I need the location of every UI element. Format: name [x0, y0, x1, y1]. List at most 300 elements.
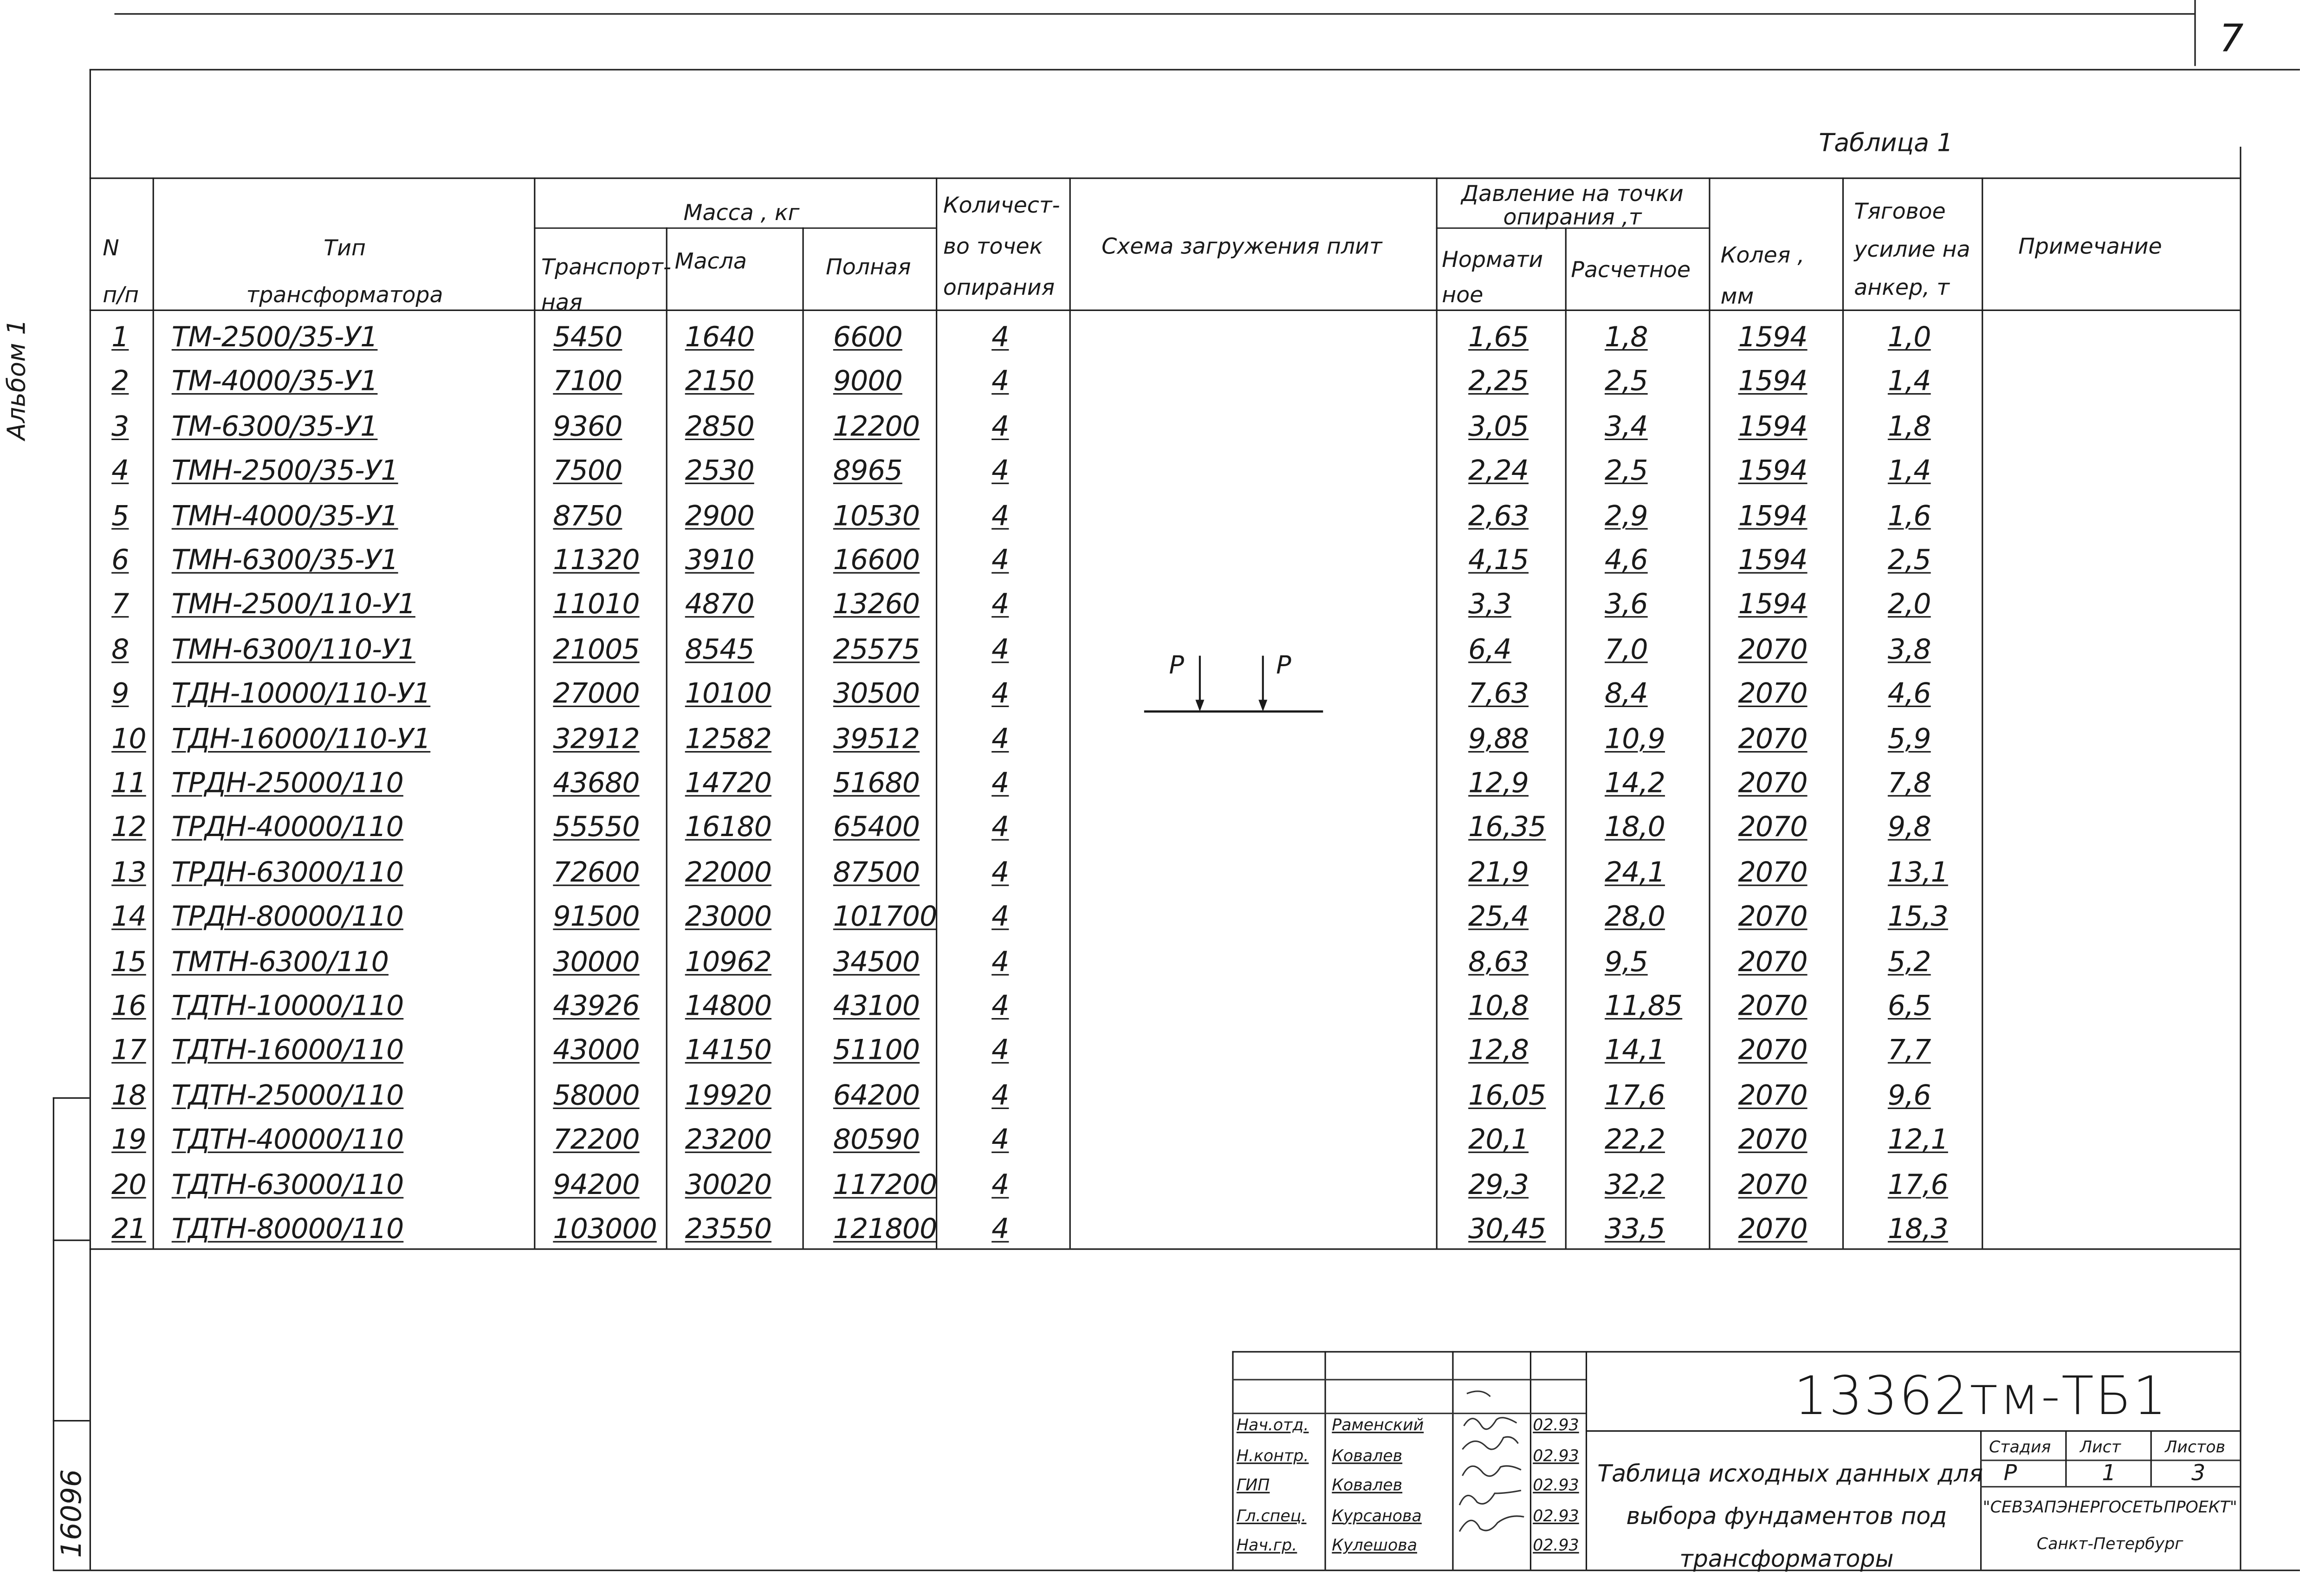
signature-mark-1 — [1464, 1418, 1517, 1429]
header-points-line1: Количест- — [943, 192, 1060, 219]
cell-gauge: 2070 — [1738, 1168, 1808, 1201]
cell-oil: 14150 — [685, 1035, 772, 1067]
signer-date: 02.93 — [1533, 1415, 1579, 1435]
tb-stage-values-line — [1980, 1486, 2240, 1487]
sheet-number: 7 — [2219, 17, 2244, 62]
header-pressure — [1446, 182, 1699, 229]
cell-full: 8965 — [833, 455, 902, 487]
signer-name: Кулешова — [1332, 1536, 1418, 1555]
cell-n: 1 — [111, 321, 129, 354]
table-bottom — [90, 1248, 2240, 1250]
cell-norm: 2,25 — [1468, 366, 1529, 398]
document-description — [1597, 1452, 1983, 1580]
signer-role: Нач.отд. — [1236, 1415, 1309, 1435]
cell-transport: 55550 — [553, 811, 640, 844]
signer-date: 02.93 — [1533, 1505, 1579, 1525]
cell-n: 18 — [111, 1079, 146, 1112]
cell-calc: 8,4 — [1605, 678, 1648, 711]
table-col-line — [1069, 177, 1071, 1248]
cell-points: 4 — [991, 366, 1009, 398]
cell-traction: 6,5 — [1887, 990, 1931, 1023]
header-mass-transport — [541, 249, 671, 320]
tb-col-name — [1452, 1351, 1453, 1570]
signatures-scribble — [1455, 1385, 1531, 1549]
cell-calc: 11,85 — [1605, 990, 1683, 1023]
cell-oil: 4870 — [685, 589, 754, 621]
signature-mark-5 — [1459, 1516, 1524, 1531]
cell-norm: 2,24 — [1468, 455, 1529, 487]
cell-full: 39512 — [833, 722, 920, 755]
tb-row-line-a — [1232, 1379, 1586, 1380]
cell-full: 10530 — [833, 500, 920, 532]
tb-stage-col2 — [2151, 1430, 2152, 1486]
cell-transport: 7500 — [553, 455, 622, 487]
cell-calc: 9,5 — [1605, 945, 1648, 978]
cell-norm: 9,88 — [1468, 722, 1529, 755]
cell-points: 4 — [991, 1079, 1009, 1112]
sheet-label: Лист — [2080, 1437, 2121, 1457]
header-traction — [1854, 192, 1970, 306]
tb-stage-col1 — [2065, 1430, 2067, 1486]
cell-n: 5 — [111, 500, 129, 532]
cell-type: ТДН-10000/110-У1 — [171, 678, 431, 711]
sheets-value: 3 — [2191, 1460, 2206, 1486]
cell-full: 30500 — [833, 678, 920, 711]
cell-norm: 4,15 — [1468, 544, 1529, 577]
signer-date: 02.93 — [1533, 1475, 1579, 1495]
cell-oil: 23550 — [685, 1213, 772, 1246]
header-type — [162, 224, 528, 318]
cell-n: 17 — [111, 1035, 146, 1067]
cell-full: 51680 — [833, 767, 920, 800]
signature-mark-4 — [1459, 1491, 1521, 1505]
cell-type: ТРДН-40000/110 — [171, 811, 403, 844]
cell-transport: 7100 — [553, 366, 622, 398]
mass-subheader-line — [534, 227, 936, 229]
cell-type: ТДТН-80000/110 — [171, 1213, 404, 1246]
cell-type: ТРДН-25000/110 — [171, 767, 403, 800]
cell-points: 4 — [991, 678, 1009, 711]
cell-points: 4 — [991, 767, 1009, 800]
cell-type: ТМН-4000/35-У1 — [171, 500, 398, 532]
header-scheme: Схема загружения плит — [1101, 233, 1382, 260]
header-gauge-line1: Колея , — [1720, 242, 1805, 269]
header-pressure-line2: опирания ,т — [1503, 204, 1642, 231]
table-right — [2240, 147, 2241, 1351]
cell-norm: 16,35 — [1468, 811, 1546, 844]
cell-gauge: 1594 — [1738, 589, 1808, 621]
cell-traction: 9,8 — [1887, 811, 1931, 844]
cell-traction: 13,1 — [1887, 856, 1948, 889]
cell-gauge: 2070 — [1738, 1035, 1808, 1067]
cell-calc: 24,1 — [1605, 856, 1665, 889]
cell-n: 6 — [111, 544, 129, 577]
header-note: Примечание — [2018, 233, 2162, 260]
tb-top — [1232, 1351, 2240, 1352]
cell-transport: 58000 — [553, 1079, 640, 1112]
cell-traction: 7,8 — [1887, 767, 1931, 800]
cell-type: ТДТН-25000/110 — [171, 1079, 404, 1112]
cell-transport: 8750 — [553, 500, 622, 532]
cell-traction: 1,4 — [1887, 366, 1931, 398]
table-col-line — [153, 177, 154, 1248]
signer-role: Гл.спец. — [1236, 1505, 1307, 1525]
scheme-arrowhead-right — [1258, 700, 1267, 711]
cell-norm: 12,9 — [1468, 767, 1529, 800]
cell-transport: 32912 — [553, 722, 640, 755]
cell-points: 4 — [991, 990, 1009, 1023]
signer-name: Ковалев — [1332, 1475, 1403, 1495]
cell-traction: 7,7 — [1887, 1035, 1931, 1067]
cell-calc: 2,5 — [1605, 455, 1648, 487]
signer-date: 02.93 — [1533, 1446, 1579, 1465]
cell-full: 121800 — [833, 1213, 937, 1246]
cell-calc: 33,5 — [1605, 1213, 1665, 1246]
cell-oil: 2850 — [685, 410, 754, 443]
cell-points: 4 — [991, 500, 1009, 532]
cell-transport: 11010 — [553, 589, 640, 621]
cell-traction: 15,3 — [1887, 901, 1948, 934]
cell-gauge: 1594 — [1738, 544, 1808, 577]
cell-traction: 1,0 — [1887, 321, 1931, 354]
cell-norm: 3,3 — [1468, 589, 1511, 621]
cell-calc: 2,5 — [1605, 366, 1648, 398]
cell-oil: 10962 — [685, 945, 772, 978]
table-col-line — [666, 227, 667, 1248]
sheet-value: 1 — [2102, 1460, 2116, 1486]
cell-points: 4 — [991, 1213, 1009, 1246]
table-title: Таблица 1 — [1819, 129, 1953, 159]
header-mass-transport-line2: ная — [541, 289, 583, 316]
cell-full: 101700 — [833, 901, 937, 934]
cell-oil: 8545 — [685, 633, 754, 666]
cell-points: 4 — [991, 455, 1009, 487]
tb-signers-right — [1586, 1351, 1587, 1570]
cell-type: ТМН-2500/35-У1 — [171, 455, 398, 487]
cell-calc: 32,2 — [1605, 1168, 1665, 1201]
document-code: 13362тм-ТБ1 — [1794, 1367, 2168, 1427]
cell-full: 6600 — [833, 321, 902, 354]
table-col-line — [936, 177, 937, 1248]
cell-oil: 30020 — [685, 1168, 772, 1201]
cell-n: 11 — [111, 767, 146, 800]
cell-points: 4 — [991, 811, 1009, 844]
cell-full: 43100 — [833, 990, 920, 1023]
sheet-number-divider — [2194, 0, 2196, 66]
cell-gauge: 2070 — [1738, 1124, 1808, 1156]
cell-gauge: 2070 — [1738, 722, 1808, 755]
cell-traction: 5,2 — [1887, 945, 1931, 978]
cell-type: ТМН-2500/110-У1 — [171, 589, 415, 621]
header-gauge — [1721, 235, 1805, 317]
cell-oil: 1640 — [685, 321, 754, 354]
header-type-line1: Тип — [324, 234, 366, 261]
cell-traction: 4,6 — [1887, 678, 1931, 711]
cell-traction: 9,6 — [1887, 1079, 1931, 1112]
signer-role: Н.контр. — [1236, 1446, 1309, 1465]
cell-traction: 2,5 — [1887, 544, 1931, 577]
header-traction-line3: анкер, т — [1854, 274, 1950, 301]
cell-gauge: 1594 — [1738, 321, 1808, 354]
cell-full: 117200 — [833, 1168, 937, 1201]
signer-name: Раменский — [1332, 1415, 1424, 1435]
header-mass-transport-line1: Транспорт- — [541, 253, 671, 280]
cell-oil: 2530 — [685, 455, 754, 487]
cell-oil: 2150 — [685, 366, 754, 398]
cell-type: ТМН-6300/110-У1 — [171, 633, 415, 666]
table-col-line — [1436, 177, 1438, 1248]
tb-left — [1232, 1351, 1233, 1570]
loading-scheme-diagram — [1137, 638, 1328, 727]
cell-gauge: 2070 — [1738, 767, 1808, 800]
cell-calc: 28,0 — [1605, 901, 1665, 934]
cell-calc: 14,2 — [1605, 767, 1665, 800]
cell-norm: 30,45 — [1468, 1213, 1546, 1246]
strip-left — [53, 1097, 54, 1570]
cell-full: 9000 — [833, 366, 902, 398]
cell-transport: 43000 — [553, 1035, 640, 1067]
cell-type: ТМТН-6300/110 — [171, 945, 389, 978]
cell-transport: 5450 — [553, 321, 622, 354]
cell-calc: 3,4 — [1605, 410, 1648, 443]
cell-full: 25575 — [833, 633, 920, 666]
cell-norm: 2,63 — [1468, 500, 1529, 532]
cell-transport: 91500 — [553, 901, 640, 934]
cell-calc: 17,6 — [1605, 1079, 1665, 1112]
cell-full: 34500 — [833, 945, 920, 978]
cell-oil: 14800 — [685, 990, 772, 1023]
cell-transport: 72600 — [553, 856, 640, 889]
header-pressure-norm-line1: Нормати — [1442, 246, 1543, 273]
cell-traction: 18,3 — [1887, 1213, 1948, 1246]
cell-full: 64200 — [833, 1079, 920, 1112]
cell-n: 4 — [111, 455, 129, 487]
table-col-line — [1709, 177, 1710, 1248]
header-traction-line2: усилие на — [1854, 236, 1970, 263]
cell-calc: 7,0 — [1605, 633, 1648, 666]
cell-gauge: 2070 — [1738, 1213, 1808, 1246]
cell-type: ТМ-2500/35-У1 — [171, 321, 378, 354]
cell-points: 4 — [991, 544, 1009, 577]
cell-points: 4 — [991, 589, 1009, 621]
cell-n: 21 — [111, 1213, 146, 1246]
cell-type: ТДТН-16000/110 — [171, 1035, 404, 1067]
cell-n: 7 — [111, 589, 129, 621]
scheme-label-right: P — [1276, 650, 1291, 680]
cell-points: 4 — [991, 901, 1009, 934]
cell-calc: 22,2 — [1605, 1124, 1665, 1156]
cell-calc: 4,6 — [1605, 544, 1648, 577]
cell-traction: 1,8 — [1887, 410, 1931, 443]
cell-gauge: 2070 — [1738, 856, 1808, 889]
table-top — [90, 177, 2240, 179]
cell-transport: 11320 — [553, 544, 640, 577]
header-num — [103, 224, 139, 318]
cell-oil: 10100 — [685, 678, 772, 711]
cell-n: 8 — [111, 633, 129, 666]
cell-points: 4 — [991, 1168, 1009, 1201]
cell-n: 19 — [111, 1124, 146, 1156]
cell-traction: 3,8 — [1887, 633, 1931, 666]
cell-points: 4 — [991, 945, 1009, 978]
cell-n: 16 — [111, 990, 146, 1023]
organization-city: Санкт-Петербург — [2036, 1534, 2183, 1554]
cell-transport: 21005 — [553, 633, 640, 666]
signer-name: Ковалев — [1332, 1446, 1403, 1465]
header-num-line1: N — [103, 234, 119, 261]
cell-transport: 43680 — [553, 767, 640, 800]
header-num-line2: п/п — [103, 281, 139, 308]
cell-gauge: 2070 — [1738, 945, 1808, 978]
header-type-line2: трансформатора — [246, 281, 443, 308]
cell-oil: 12582 — [685, 722, 772, 755]
cell-gauge: 2070 — [1738, 678, 1808, 711]
cell-norm: 10,8 — [1468, 990, 1529, 1023]
description-line2: выбора фундаментов под — [1626, 1502, 1947, 1530]
cell-oil: 22000 — [685, 856, 772, 889]
signer-date: 02.93 — [1533, 1536, 1579, 1555]
cell-type: ТМ-6300/35-У1 — [171, 410, 378, 443]
header-traction-line1: Тяговое — [1854, 198, 1946, 225]
cell-transport: 94200 — [553, 1168, 640, 1201]
cell-full: 16600 — [833, 544, 920, 577]
cell-traction: 1,4 — [1887, 455, 1931, 487]
cell-norm: 12,8 — [1468, 1035, 1529, 1067]
cell-n: 15 — [111, 945, 146, 978]
cell-n: 20 — [111, 1168, 146, 1201]
cell-points: 4 — [991, 321, 1009, 354]
cell-transport: 43926 — [553, 990, 640, 1023]
cell-type: ТРДН-80000/110 — [171, 901, 403, 934]
cell-oil: 2900 — [685, 500, 754, 532]
cell-n: 2 — [111, 366, 129, 398]
cell-points: 4 — [991, 410, 1009, 443]
strip-line-2 — [53, 1239, 90, 1241]
strip-line-3 — [53, 1420, 90, 1421]
header-points-line3: опирания — [943, 274, 1055, 301]
signature-mark-0 — [1467, 1391, 1490, 1396]
cell-n: 12 — [111, 811, 146, 844]
header-points-line2: во точек — [943, 233, 1043, 260]
cell-traction: 2,0 — [1887, 589, 1931, 621]
scheme-arrowhead-left — [1195, 700, 1204, 711]
cell-full: 13260 — [833, 589, 920, 621]
cell-norm: 3,05 — [1468, 410, 1529, 443]
sheets-label: Листов — [2165, 1437, 2226, 1457]
tb-right — [2240, 1351, 2241, 1570]
scheme-label-left: P — [1169, 650, 1184, 680]
tb-col-role — [1324, 1351, 1326, 1570]
cell-traction: 17,6 — [1887, 1168, 1948, 1201]
cell-oil: 23200 — [685, 1124, 772, 1156]
header-pressure-calc: Расчетное — [1571, 257, 1691, 283]
cell-transport: 72200 — [553, 1124, 640, 1156]
header-mass-oil: Масла — [674, 248, 747, 274]
table-col-line — [1982, 177, 1983, 1248]
signature-mark-3 — [1463, 1466, 1521, 1476]
cell-oil: 19920 — [685, 1079, 772, 1112]
signature-mark-2 — [1463, 1437, 1518, 1449]
table-col-line — [534, 177, 535, 1248]
cell-oil: 14720 — [685, 767, 772, 800]
table-col-line — [1565, 227, 1567, 1248]
tb-row-line-b — [1232, 1413, 1586, 1414]
cell-n: 14 — [111, 901, 146, 934]
stage-value: Р — [2003, 1460, 2017, 1486]
cell-norm: 1,65 — [1468, 321, 1529, 354]
header-mass: Масса , кг — [683, 199, 800, 226]
cell-gauge: 1594 — [1738, 366, 1808, 398]
cell-transport: 9360 — [553, 410, 622, 443]
cell-traction: 1,6 — [1887, 500, 1931, 532]
cell-oil: 16180 — [685, 811, 772, 844]
cell-type: ТМ-4000/35-У1 — [171, 366, 378, 398]
signer-name: Курсанова — [1332, 1505, 1422, 1525]
cell-calc: 1,8 — [1605, 321, 1648, 354]
description-line1: Таблица исходных данных для — [1597, 1460, 1983, 1488]
cell-full: 65400 — [833, 811, 920, 844]
cell-full: 12200 — [833, 410, 920, 443]
cell-points: 4 — [991, 856, 1009, 889]
header-points — [943, 185, 1060, 308]
cell-norm: 20,1 — [1468, 1124, 1529, 1156]
cell-norm: 8,63 — [1468, 945, 1529, 978]
table-col-line — [1842, 177, 1844, 1248]
cell-calc: 14,1 — [1605, 1035, 1665, 1067]
cell-oil: 23000 — [685, 901, 772, 934]
cell-type: ТДН-16000/110-У1 — [171, 722, 431, 755]
inventory-number: 16096 — [56, 1469, 88, 1558]
cell-gauge: 1594 — [1738, 455, 1808, 487]
cell-full: 80590 — [833, 1124, 920, 1156]
header-pressure-line1: Давление на точки — [1461, 180, 1684, 207]
cell-calc: 10,9 — [1605, 722, 1665, 755]
header-mass-full: Полная — [826, 253, 911, 280]
table-col-line — [803, 227, 804, 1248]
top-border-line — [114, 13, 2194, 14]
strip-line-1 — [53, 1097, 90, 1099]
cell-type: ТДТН-10000/110 — [171, 990, 404, 1023]
cell-points: 4 — [991, 633, 1009, 666]
cell-norm: 7,63 — [1468, 678, 1529, 711]
cell-norm: 25,4 — [1468, 901, 1529, 934]
description-line3: трансформаторы — [1679, 1544, 1894, 1573]
cell-points: 4 — [991, 1124, 1009, 1156]
cell-calc: 18,0 — [1605, 811, 1665, 844]
cell-type: ТДТН-63000/110 — [171, 1168, 404, 1201]
header-gauge-line2: мм — [1720, 283, 1754, 310]
cell-n: 3 — [111, 410, 129, 443]
tb-code-bottom — [1586, 1430, 2240, 1432]
cell-gauge: 2070 — [1738, 1079, 1808, 1112]
organization-name: "СЕВЗАПЭНЕРГОСЕТЬПРОЕКТ" — [1983, 1498, 2237, 1517]
cell-traction: 12,1 — [1887, 1124, 1948, 1156]
cell-norm: 29,3 — [1468, 1168, 1529, 1201]
cell-norm: 21,9 — [1468, 856, 1529, 889]
cell-full: 51100 — [833, 1035, 920, 1067]
cell-gauge: 2070 — [1738, 811, 1808, 844]
cell-n: 10 — [111, 722, 146, 755]
cell-gauge: 2070 — [1738, 901, 1808, 934]
cell-full: 87500 — [833, 856, 920, 889]
cell-norm: 6,4 — [1468, 633, 1511, 666]
cell-traction: 5,9 — [1887, 722, 1931, 755]
signer-role: Нач.гр. — [1236, 1536, 1297, 1555]
cell-type: ТРДН-63000/110 — [171, 856, 403, 889]
header-pressure-norm-line2: ное — [1442, 281, 1484, 308]
cell-gauge: 2070 — [1738, 633, 1808, 666]
cell-transport: 103000 — [553, 1213, 657, 1246]
